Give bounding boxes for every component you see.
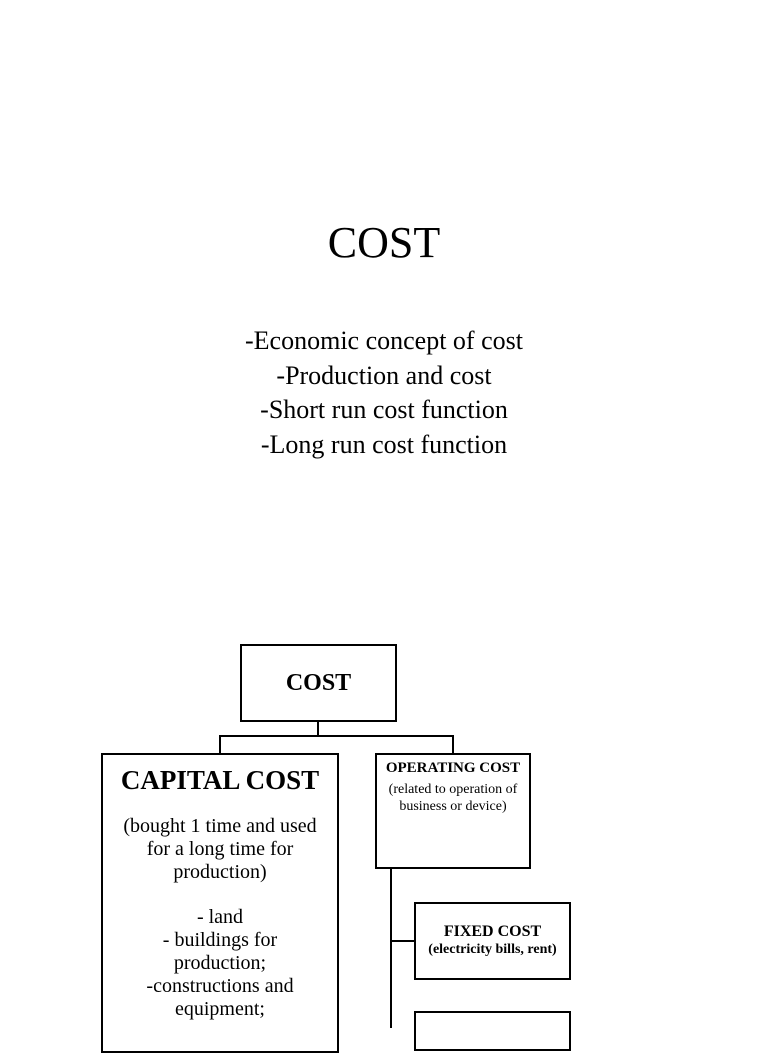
connector-horizontal bbox=[219, 735, 454, 737]
capital-cost-description-line: (bought 1 time and used bbox=[123, 815, 317, 837]
connector-fixed-branch bbox=[390, 940, 415, 942]
capital-cost-description-line: for a long time for bbox=[146, 838, 294, 860]
fixed-cost-title: FIXED COST bbox=[443, 923, 542, 940]
connector-operating-down bbox=[452, 735, 454, 754]
capital-cost-description bbox=[103, 815, 337, 884]
operating-cost-description bbox=[377, 781, 529, 815]
capital-cost-item: equipment; bbox=[175, 998, 265, 1020]
topic-item: -Production and cost bbox=[276, 360, 492, 390]
topic-list bbox=[0, 324, 768, 462]
capital-cost-description-line: production) bbox=[173, 861, 267, 883]
operating-cost-description-line: (related to operation of bbox=[388, 782, 518, 797]
connector-capital-down bbox=[219, 735, 221, 754]
topic-item: -Short run cost function bbox=[260, 395, 508, 424]
connector-operating-trunk bbox=[390, 868, 392, 1028]
next-cost-box bbox=[414, 1011, 571, 1051]
capital-cost-item: production; bbox=[173, 952, 267, 974]
operating-cost-description-line: business or device) bbox=[399, 799, 507, 814]
fixed-cost-description: (electricity bills, rent) bbox=[428, 942, 557, 957]
capital-cost-item: - buildings for bbox=[162, 929, 278, 951]
capital-cost-item: -constructions and bbox=[146, 975, 294, 997]
topic-item: -Long run cost function bbox=[260, 429, 508, 459]
cost-root-label: COST bbox=[285, 669, 352, 696]
topic-item: -Economic concept of cost bbox=[245, 326, 523, 355]
capital-cost-title: CAPITAL COST bbox=[120, 765, 320, 795]
capital-cost-item: - land bbox=[196, 906, 244, 928]
operating-cost-box bbox=[375, 753, 531, 869]
cost-root-box bbox=[240, 644, 397, 722]
slide-title: COST bbox=[327, 218, 441, 267]
capital-cost-items bbox=[103, 906, 337, 1021]
capital-cost-box bbox=[101, 753, 339, 1053]
fixed-cost-box bbox=[414, 902, 571, 980]
operating-cost-title: OPERATING COST bbox=[385, 760, 521, 776]
